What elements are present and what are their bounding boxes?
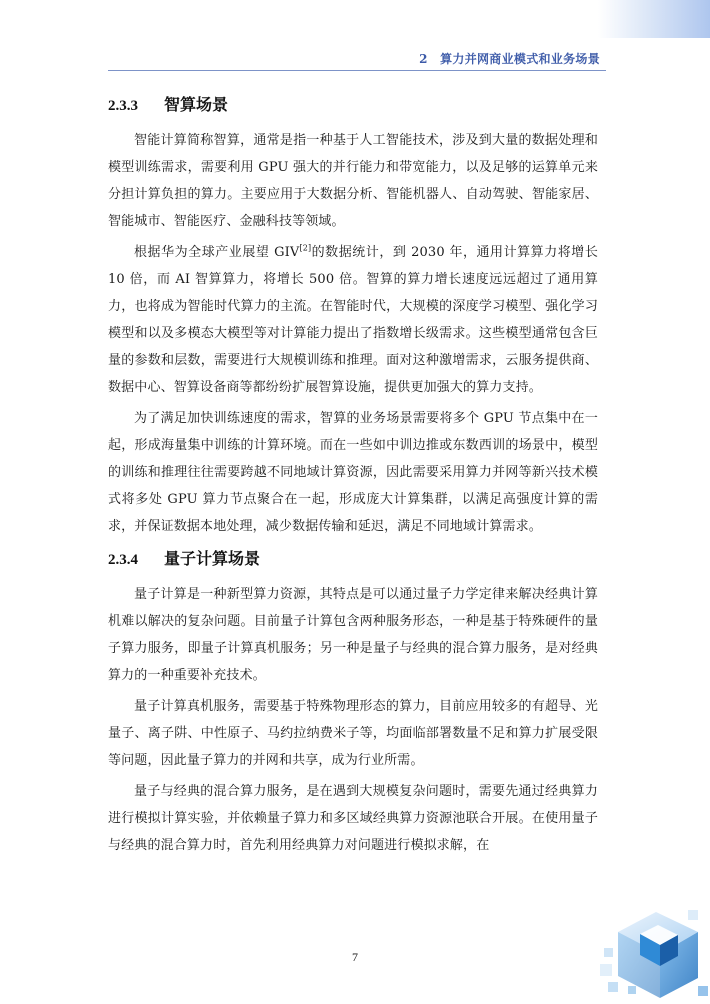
citation-reference[interactable]: [2]: [299, 243, 312, 253]
page-number: 7: [352, 950, 358, 964]
section-heading-2-3-3: [108, 92, 598, 115]
header-divider: [108, 70, 606, 71]
running-header: 2 算力并网商业模式和业务场景: [419, 52, 600, 66]
cube-logo: [598, 898, 710, 1004]
paragraph: 为了满足加快训练速度的需求，智算的业务场景需要将多个 GPU 节点集中在一起，形成海量集中训练的计算环境。而在一些如中训边推或东数西训的场景中，模型的训练和推理往往需要跨越不同地域计算资源，因此需要采用算力并网等新兴技术模式将多处 GPU 算力节点聚合在一起，形成庞大计算集群，以满足高强度计算的需求，并保证数据本地处理，减少数据传输和延迟，满足不同地域计算需求。: [108, 411, 598, 534]
paragraph-text: 的数据统计，到 2030 年，通用计算算力将增长 10 倍，而 AI 智算算力，将增长 500 倍。智算的算力增长速度远远超过了通用算力，也将成为智能时代算力的主流。在智能时代，大规模的深度学习模型、强化学习模型和以及多模态大模型等对计算能力提出了指数增长级需求。这些模型通常包含巨量的参数和层数，需要进行大规模训练和推理。面对这种激增需求，云服务提供商、数据中心、智算设备商等都纷纷扩展智算设施，提供更加强大的算力支持。: [108, 245, 598, 395]
paragraph-text: 根据华为全球产业展望 GIV: [134, 245, 300, 260]
section-number: 2.3.4: [108, 552, 138, 568]
section-title: 量子计算场景: [164, 549, 261, 568]
paragraph: 量子计算是一种新型算力资源，其特点是可以通过量子力学定律来解决经典计算机难以解决的复杂问题。目前量子计算包含两种服务形态，一种是基于特殊硬件的量子算力服务，即量子计算真机服务；另一种是量子与经典的混合算力服务，是对经典算力的一种重要补充技术。: [108, 587, 598, 683]
paragraph: 量子计算真机服务，需要基于特殊物理形态的算力，目前应用较多的有超导、光量子、离子阱、中性原子、马约拉纳费米子等，均面临部署数量不足和算力扩展受限等问题，因此量子算力的并网和共享，成为行业所需。: [108, 699, 598, 768]
paragraph: 智能计算简称智算，通常是指一种基于人工智能技术，涉及到大量的数据处理和模型训练需求，需要利用 GPU 强大的并行能力和带宽能力，以及足够的运算单元来分担计算负担的算力。主要应用于大数据分析、智能机器人、自动驾驶、智能家居、智能城市、智能医疗、金融科技等领域。: [108, 133, 598, 229]
section-number: 2.3.3: [108, 98, 138, 114]
page-body: [108, 92, 598, 863]
paragraph-with-citation: [108, 239, 598, 401]
section-heading-2-3-4: [108, 546, 598, 569]
section-title: 智算场景: [164, 95, 229, 114]
paragraph: 量子与经典的混合算力服务，是在遇到大规模复杂问题时，需要先通过经典算力进行模拟计算实验，并依赖量子算力和多区域经典算力资源池联合开展。在使用量子与经典的混合算力时，首先利用经典算力对问题进行模拟求解，在: [108, 784, 598, 853]
corner-gradient-decoration: [598, 0, 710, 38]
